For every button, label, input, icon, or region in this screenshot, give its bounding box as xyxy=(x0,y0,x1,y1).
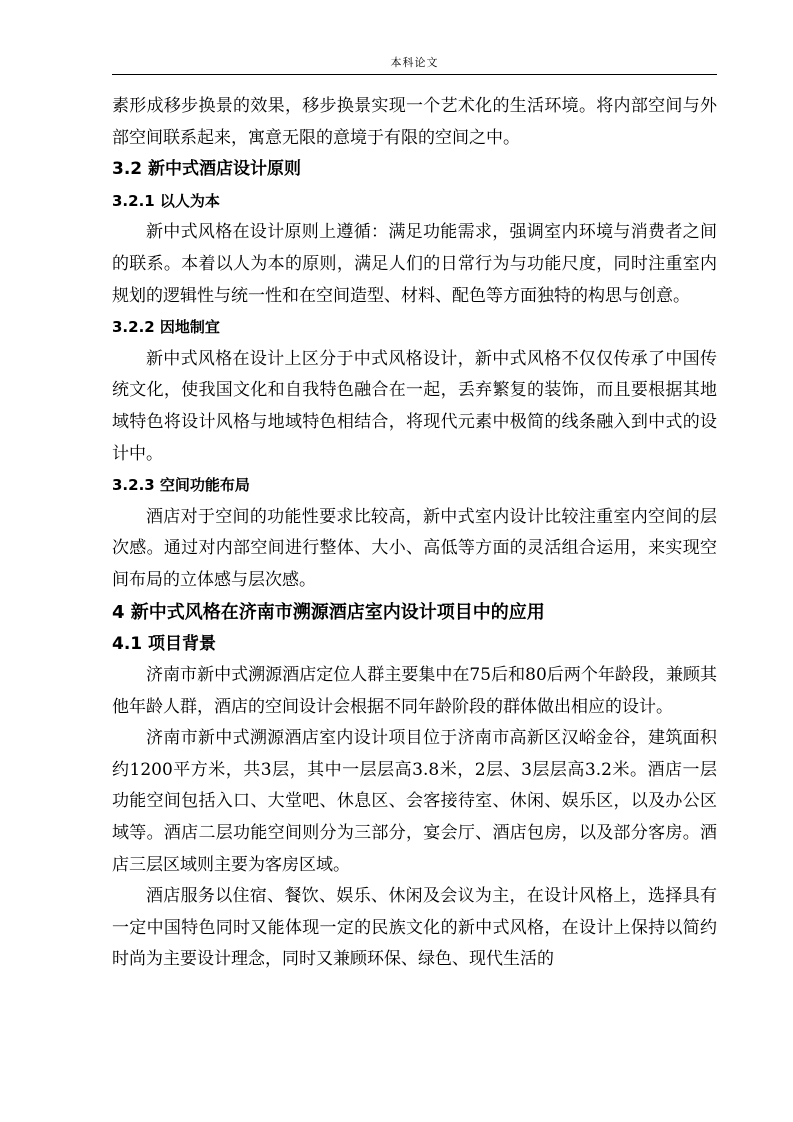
subsection-heading-3-2-3: 3.2.3 空间功能布局 xyxy=(112,476,250,495)
header-title: 本科论文 xyxy=(390,56,439,69)
section-heading-4-1: 4.1 项目背景 xyxy=(112,633,217,654)
section-heading-3-2: 3.2 新中式酒店设计原则 xyxy=(112,159,302,180)
chapter-heading-4: 4 新中式风格在济南市溯源酒店室内设计项目中的应用 xyxy=(112,601,545,623)
paragraph-space-layout: 酒店对于空间的功能性要求比较高，新中式室内设计比较注重室内空间的层次感。通过对内部空间进行整体、大小、高低等方面的灵活组合运用，来实现空间布局的立体感与层次感。 xyxy=(112,506,717,590)
paragraph-continuation: 素形成移步换景的效果，移步换景实现一个艺术化的生活环境。将内部空间与外部空间联系起来，寓意无限的意境于有限的空间之中。 xyxy=(112,96,717,148)
subsection-heading-3-2-2: 3.2.2 因地制宜 xyxy=(112,318,220,337)
paragraph-people-oriented: 新中式风格在设计原则上遵循：满足功能需求，强调室内环境与消费者之间的联系。本着以人为本的原则，满足人们的日常行为与功能尺度，同时注重室内规划的逻辑性与统一性和在空间造型、材料、配色等方面独特的构思与创意。 xyxy=(112,222,717,306)
paragraph-hotel-services: 酒店服务以住宿、餐饮、娱乐、休闲及会议为主，在设计风格上，选择具有一定中国特色同时又能体现一定的民族文化的新中式风格，在设计上保持以简约时尚为主要设计理念，同时又兼顾环保、绿色、现代生活的 xyxy=(112,886,717,970)
page-header xyxy=(112,50,717,75)
paragraph-local-conditions: 新中式风格在设计上区分于中式风格设计，新中式风格不仅仅传承了中国传统文化，使我国文化和自我特色融合在一起，丢弃繁复的装饰，而且要根据其地域特色将设计风格与地域特色相结合，将现代元素中极简的线条融入到中式的设计中。 xyxy=(112,348,717,464)
paragraph-project-location: 济南市新中式溯源酒店室内设计项目位于济南市高新区汉峪金谷，建筑面积约1200平方米，共3层，其中一层层高3.8米，2层、3层层高3.2米。酒店一层功能空间包括入口、大堂吧、休息区、会客接待室、休闲、娱乐区，以及办公区域等。酒店二层功能空间则分为三部分，宴会厅、酒店包房，以及部分客房。酒店三层区域则主要为客房区域。 xyxy=(112,728,717,875)
paragraph-target-audience: 济南市新中式溯源酒店定位人群主要集中在75后和80后两个年龄段，兼顾其他年龄人群，酒店的空间设计会根据不同年龄阶段的群体做出相应的设计。 xyxy=(112,665,717,717)
document-body xyxy=(112,91,717,976)
subsection-heading-3-2-1: 3.2.1 以人为本 xyxy=(112,191,220,210)
